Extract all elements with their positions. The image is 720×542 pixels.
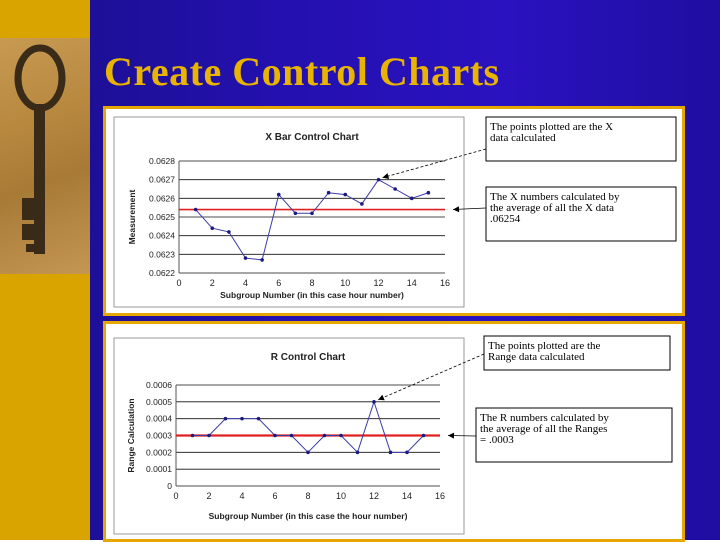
xbar-chart-panel (103, 106, 685, 316)
chart-1-x-tick-label: 14 (401, 491, 413, 501)
chart-0-data-point (343, 193, 347, 197)
chart-0-y-tick-label: 0.0627 (149, 174, 175, 185)
chart-0-x-tick-label: 4 (242, 278, 249, 288)
chart-0-annotation-text: data calculated (490, 132, 556, 144)
chart-0-data-point (377, 178, 381, 182)
chart-0-x-tick-label: 16 (439, 278, 451, 288)
r-chart-svg (106, 324, 682, 539)
chart-1-y-tick-label: 0.0005 (146, 396, 172, 407)
chart-0-x-tick-label: 0 (176, 278, 182, 288)
chart-0-data-point (194, 208, 198, 212)
chart-0-y-tick-label: 0.0622 (149, 268, 175, 278)
chart-0-y-tick-label: 0.0628 (149, 156, 175, 166)
chart-1-data-point (405, 451, 409, 455)
chart-0-data-point (310, 211, 314, 215)
chart-1-annotation-text: = .0003 (480, 434, 514, 446)
chart-1-y-tick-label: 0.0003 (146, 430, 172, 441)
chart-1-data-point (290, 434, 294, 438)
chart-1-y-tick-label: 0.0004 (146, 413, 172, 424)
chart-1-x-tick-label: 4 (239, 491, 245, 501)
chart-0-x-tick-label: 14 (406, 278, 417, 288)
chart-0-x-tick-label: 8 (309, 278, 315, 288)
chart-0-data-point (360, 202, 364, 206)
chart-1-data-point (240, 417, 244, 421)
chart-0-data-point (327, 191, 331, 195)
chart-1-data-point (372, 400, 376, 404)
chart-0-x-tick-label: 6 (276, 278, 282, 288)
chart-1-y-axis-label: Range Calculation (126, 398, 136, 473)
chart-1-x-tick-label: 6 (272, 491, 278, 501)
chart-0-y-tick-label: 0.0624 (149, 230, 175, 241)
chart-1-data-point (323, 434, 327, 438)
chart-0-y-tick-label: 0.0623 (149, 249, 175, 260)
old-key-icon (0, 38, 90, 274)
r-chart-panel (103, 321, 685, 542)
key-graphic (0, 38, 90, 274)
chart-0-title: X Bar Control Chart (265, 132, 359, 143)
chart-0-annotation-text: The points plotted are the X (490, 121, 614, 133)
chart-1-annotation-text: Range data calculated (488, 351, 585, 363)
chart-1-annotation-text: the average of all the Ranges (480, 423, 608, 435)
chart-0-y-axis-label: Measurement (127, 189, 137, 245)
chart-1-title: R Control Chart (270, 352, 346, 363)
chart-0-annotation-text: .06254 (490, 213, 521, 225)
chart-1-data-point (191, 434, 195, 438)
chart-0-annotation-text: The X numbers calculated by (490, 191, 620, 203)
chart-1-data-point (224, 417, 228, 421)
chart-0-x-tick-label: 2 (209, 278, 215, 288)
chart-1-data-point (306, 451, 310, 455)
chart-1-data-point (356, 451, 360, 455)
chart-1-x-tick-label: 16 (434, 491, 446, 501)
chart-1-x-tick-label: 2 (206, 491, 212, 501)
slide-title: Create Control Charts (104, 49, 500, 94)
chart-1-y-tick-label: 0.0006 (146, 380, 172, 390)
chart-0-data-point (227, 230, 231, 234)
chart-1-data-point (339, 434, 343, 438)
chart-1-data-point (257, 417, 261, 421)
chart-1-annotation-text: The points plotted are the (488, 340, 601, 352)
chart-1-x-tick-label: 0 (173, 491, 179, 501)
chart-0-y-tick-label: 0.0625 (149, 212, 175, 222)
chart-0-x-axis-label: Subgroup Number (in this case hour number) (220, 290, 404, 300)
xbar-chart-svg (106, 109, 682, 313)
chart-0-data-point (393, 187, 397, 191)
chart-0-data-point (260, 258, 264, 262)
chart-0-data-point (427, 191, 431, 195)
chart-1-annotation-text: The R numbers calculated by (480, 412, 609, 424)
chart-1-y-tick-label: 0.0002 (146, 447, 172, 458)
chart-0-data-point (410, 197, 414, 201)
chart-1-x-tick-label: 12 (368, 491, 380, 501)
chart-0-data-point (294, 211, 298, 215)
chart-1-data-point (389, 451, 393, 455)
chart-0-data-point (277, 193, 281, 197)
chart-1-x-tick-label: 8 (305, 491, 311, 501)
chart-1-x-tick-label: 10 (335, 491, 347, 501)
chart-0-x-tick-label: 12 (373, 278, 384, 288)
chart-0-y-tick-label: 0.0626 (149, 193, 175, 204)
chart-0-x-tick-label: 10 (340, 278, 351, 288)
chart-0-data-point (210, 226, 214, 230)
chart-1-data-point (273, 434, 277, 438)
chart-1-data-point (207, 434, 211, 438)
chart-0-annotation-text: the average of all the X data (490, 202, 614, 214)
chart-1-x-axis-label: Subgroup Number (in this case the hour number) (208, 511, 408, 521)
chart-1-y-tick-label: 0.0001 (146, 464, 172, 475)
chart-1-data-point (422, 434, 426, 438)
chart-0-data-point (244, 256, 248, 260)
chart-1-y-tick-label: 0 (167, 481, 172, 491)
